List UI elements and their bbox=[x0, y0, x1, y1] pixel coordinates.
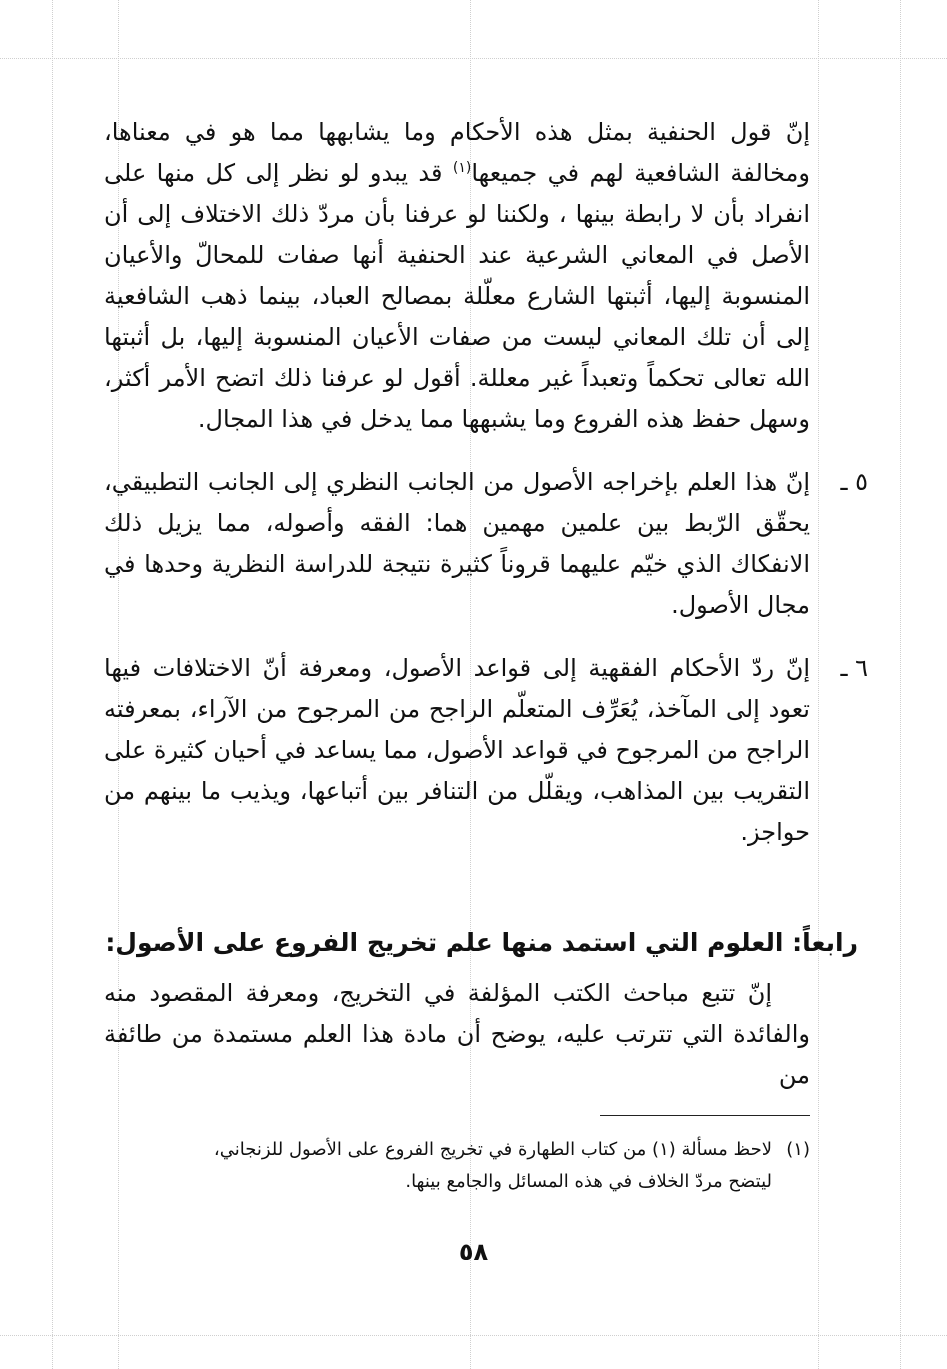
spacer bbox=[104, 853, 810, 923]
list-item-number: ٥ ـ bbox=[840, 468, 868, 496]
footnote-line-1: لاحظ مسألة (١) من كتاب الطهارة في تخريج الفروع على الأصول للزنجاني، bbox=[213, 1139, 772, 1160]
scan-guide-left bbox=[52, 0, 53, 1369]
paragraph-intro: إنّ تتبع مباحث الكتب المؤلفة في التخريج، ومعرفة المقصود منه والفائدة التي تترتب عليه، يوضح أن مادة هذا العلم مستمدة من طائفة من bbox=[104, 979, 810, 1089]
scan-guide-top bbox=[0, 58, 947, 59]
list-item-number: ٦ ـ bbox=[840, 654, 868, 682]
spacer bbox=[104, 626, 810, 648]
list-item-text: إنّ هذا العلم بإخراجه الأصول من الجانب النظري إلى الجانب التطبيقي، يحقّق الرّبط بين علمين مهمين هما: الفقه وأصوله، مما يزيل ذلك الانفكاك الذي خيّم عليهما قروناً كثيرة نتيجة للدراسة النظرية وحدها في مجال الأصول. bbox=[104, 468, 810, 619]
page-body bbox=[104, 112, 868, 1096]
footnote bbox=[104, 1134, 810, 1198]
footnote-divider bbox=[600, 1115, 810, 1116]
list-item-text: إنّ ردّ الأحكام الفقهية إلى قواعد الأصول، ومعرفة أنّ الاختلافات فيها تعود إلى المآخذ، يُعَرِّف المتعلّم الراجح من المرجوح من الآراء، بمعرفته الراجح من المرجوح في قواعد الأصول، مما يساعد في أحيان كثيرة على التقريب بين المذاهب، ويقلّل من التنافر بين أتباعها، ويذيب ما بينهم من حواجز. bbox=[104, 654, 810, 846]
footnote-reference[interactable]: (١) bbox=[452, 160, 472, 176]
footnote-line-2: ليتضح مردّ الخلاف في هذه المسائل والجامع بينها. bbox=[405, 1171, 772, 1192]
section-heading: رابعاً: العلوم التي استمد منها علم تخريج الفروع على الأصول: bbox=[105, 928, 858, 957]
paragraph-hanafi-shafii bbox=[104, 112, 810, 440]
spacer bbox=[104, 440, 810, 462]
list-item-5 bbox=[104, 462, 868, 626]
scan-guide-bottom bbox=[0, 1335, 947, 1336]
paragraph-text-start: إنّ قول الحنفية بمثل هذه الأحكام وما يشابهها مما هو في معناها، ومخالفة الشافعية لهم في جميعها bbox=[104, 118, 811, 187]
scan-guide-right bbox=[900, 0, 901, 1369]
page-number: ٥٨ bbox=[458, 1238, 489, 1266]
paragraph-text-end: قد يبدو لو نظر إلى كل منها على انفراد بأن لا رابطة بينها ، ولكننا لو عرفنا بأن مردّ ذلك الاختلاف إلى أن الأصل في المعاني الشرعية عند الحنفية أنها صفات للمحالّ والأعيان المنسوبة إليها، أثبتها الشارع معلّلة بمصالح العباد، بينما ذهب الشافعية إلى أن تلك المعاني ليست من صفات الأعيان المنسوبة إليها، بل أثبتها الله تعالى تحكماً وتعبداً غير معللة. أقول لو عرفنا ذلك اتضح الأمر أكثر، وسهل حفظ هذه الفروع وما يشبهها مما يدخل في هذا المجال. bbox=[104, 159, 810, 433]
footnote-number: (١) bbox=[786, 1139, 810, 1160]
list-item-6 bbox=[104, 648, 868, 853]
